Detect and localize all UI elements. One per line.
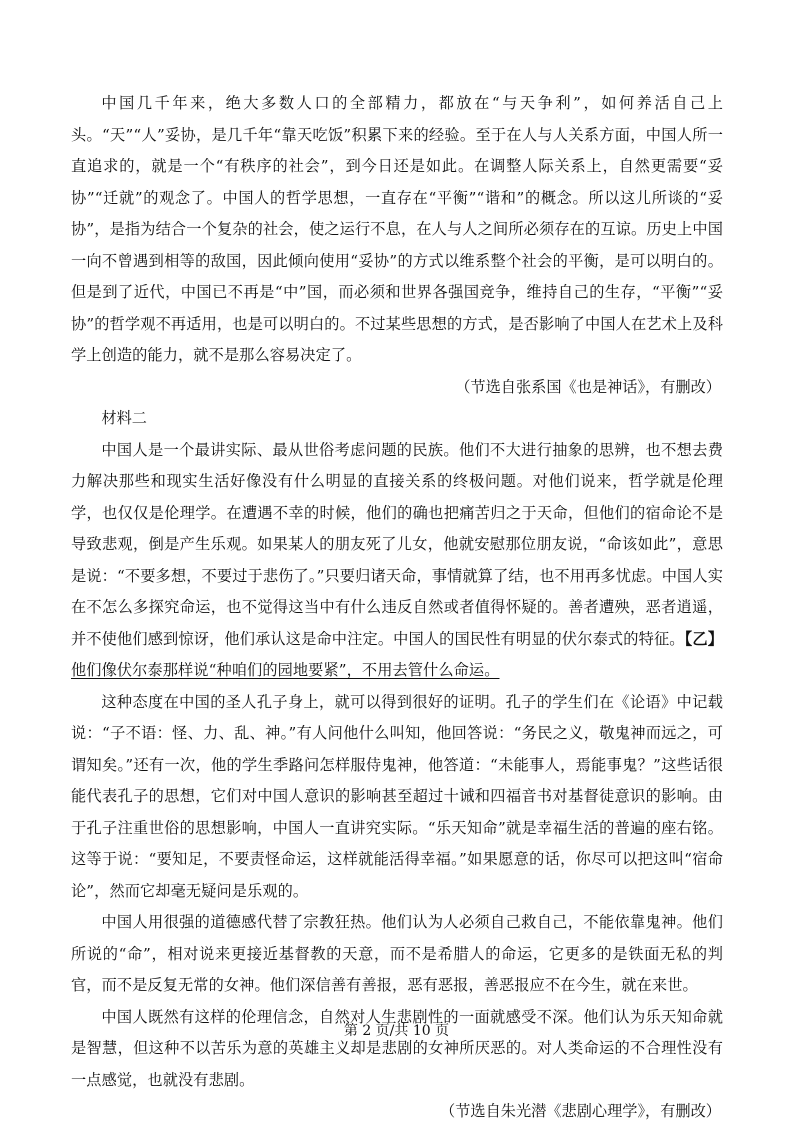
underlined-sentence: 他们像伏尔泰那样说“种咱们的园地要紧”，不用去管什么命运。 bbox=[71, 661, 500, 679]
material2-paragraph-4: 中国人既然有这样的伦理信念，自然对人生悲剧性的一面就感受不深。他们认为乐天知命就是智慧，但这种不以苦乐为意的英雄主义却是悲剧的女神所厌恶的。对人类命运的不合理性没有一点感觉，也就没有悲剧。 bbox=[71, 1007, 723, 1089]
material1-paragraph: 中国几千年来，绝大多数人口的全部精力，都放在“与天争利”，如何养活自己上头。“天”“人”妥协，是几千年“靠天吃饭”积累下来的经验。至于在人与人关系方面，中国人所一直追求的，就是一个“有秩序的社会”，到今日还是如此。在调整人际关系上，自然更需要“妥协”“迁就”的观念了。中国人的哲学思想，一直存在“平衡”“谐和”的概念。所以这儿所谈的“妥协”，是指为结合一个复杂的社会，使之运行不息，在人与人之间所必须存在的互谅。历史上中国一向不曾遇到相等的敌国，因此倾向使用“妥协”的方式以维系整个社会的平衡，是可以明白的。但是到了近代，中国已不再是“中”国，而必须和世界各强国竞争，维持自己的生存，“平衡”“妥协”的哲学观不再适用，也是可以明白的。不过某些思想的方式，是否影响了中国人在艺术上及科学上创造的能力，就不是那么容易决定了。 bbox=[71, 94, 723, 364]
material1-source: （节选自张系国《也是神话》，有删改） bbox=[455, 377, 721, 396]
question-marker-yi: 【乙】 bbox=[684, 629, 724, 648]
material2-paragraph-2: 这种态度在中国的圣人孔子身上，就可以得到很好的证明。孔子的学生们在《论语》中记载说：“子不语：怪、力、乱、神。”有人问他什么叫知，他回答说：“务民之义，敬鬼神而远之，可谓知矣。”还有一次，他的学生季路问怎样服侍鬼神，他答道：“未能事人，焉能事鬼？”这些话很能代表孔子的思想，它们对中国人意识的影响甚至超过十诫和四福音书对基督徒意识的影响。由于孔子注重世俗的思想影响，中国人一直讲究实际。“乐天知命”就是幸福生活的普遍的座右铭。这等于说：“要知足，不要责怪命运，这样就能活得幸福。”如果愿意的话，你尽可以把这叫“宿命论”，然而它却毫无疑问是乐观的。 bbox=[71, 692, 723, 900]
material2-source: （节选自朱光潜《悲剧心理学》，有删改） bbox=[440, 1102, 721, 1120]
material2-paragraph-3: 中国人用很强的道德感代替了宗教狂热。他们认为人必须自己救自己，不能依靠鬼神。他们所说的“命”，相对说来更接近基督教的天意，而不是希腊人的命运，它更多的是铁面无私的判官，而不是反复无常的女神。他们深信善有善报，恶有恶报，善恶报应不在今生，就在来世。 bbox=[71, 913, 723, 994]
page-number: 第 2 页/共 10 页 bbox=[343, 1023, 450, 1039]
document-page bbox=[71, 88, 723, 1128]
material2-heading: 材料二 bbox=[101, 409, 147, 427]
material2-paragraph-1-text: 中国人是一个最讲实际、最从世俗考虑问题的民族。他们不大进行抽象的思辨，也不想去费力解决那些和现实生活好像没有什么明显的直接关系的终极问题。对他们说来，哲学就是伦理学，也仅仅是伦理学。在遭遇不幸的时候，他们的确也把痛苦归之于天命，但他们的宿命论不是导致悲观，倒是产生乐观。如果某人的朋友死了儿女，他就安慰那位朋友说，“命该如此”，意思是说：“不要多想，不要过于悲伤了。”只要归诸天命，事情就算了结，也不用再多忧虑。中国人实在不怎么多探究命运，也不觉得这当中有什么违反自然或者值得怀疑的。善者遭殃，恶者逍遥，并不使他们感到惊讶，他们承认这是命中注定。中国人的国民性有明显的伏尔泰式的特征。 bbox=[71, 440, 723, 648]
material2-paragraph-1 bbox=[71, 435, 723, 687]
